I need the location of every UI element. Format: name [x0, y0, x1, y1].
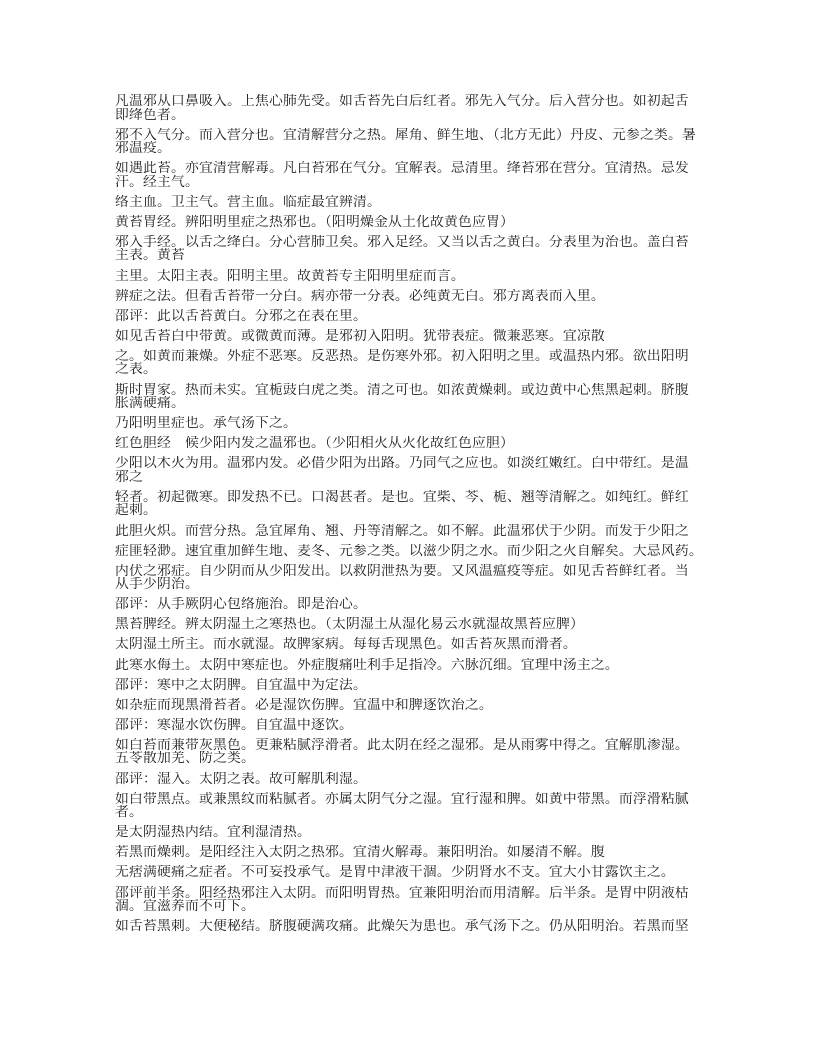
text-line: 邪温疫。 [115, 141, 171, 155]
text-paragraph [115, 490, 720, 517]
text-line: 是太阴湿热内结。宜利湿清热。 [115, 825, 311, 839]
text-paragraph [115, 436, 720, 450]
text-line: 此寒水侮土。太阴中寒症也。外症腹痛吐利手足指冷。六脉沉细。宜理中汤主之。 [115, 657, 619, 672]
text-paragraph [115, 383, 720, 410]
text-paragraph [115, 564, 720, 591]
text-line: 轻者。初起微寒。即发热不已。口渴甚者。是也。宜柴、芩、栀、翘等清解之。如纯红。鲜红 [115, 489, 689, 504]
text-paragraph [115, 309, 720, 323]
text-line: 邪不入气分。而入营分也。宜清解营分之热。犀角、鲜生地、（北方无此）丹皮、元参之类。暑 [115, 127, 696, 142]
text-line: 如遇此苔。亦宜清营解毒。凡白苔邪在气分。宜解表。忌清里。绛苔邪在营分。宜清热。忌发 [115, 161, 689, 175]
text-line: 邵评：此以舌苔黄白。分邪之在表在里。 [115, 308, 367, 323]
text-paragraph [115, 658, 720, 672]
text-paragraph [115, 544, 720, 558]
document-body [115, 94, 720, 933]
text-line: 邵评：寒中之太阴脾。自宜温中为定法。 [115, 677, 367, 692]
text-paragraph [115, 865, 720, 879]
text-paragraph [115, 738, 720, 765]
text-line: 少阳以木火为用。温邪内发。必借少阳为出路。乃同气之应也。如淡红嫩红。白中带红。是温 [115, 456, 689, 470]
text-paragraph [115, 919, 720, 933]
text-line: 邵评：从手厥阴心包络施治。即是治心。 [115, 597, 367, 611]
text-line: 如舌苔黑刺。大便秘结。脐腹硬满攻痛。此燥矢为患也。承气汤下之。仍从阳明治。若黑而坚 [115, 919, 689, 933]
text-line: 斯时胃家。热而未实。宜栀豉白虎之类。清之可也。如浓黄燥刺。或边黄中心焦黑起刺。脐腹 [115, 382, 689, 397]
text-paragraph [115, 235, 720, 262]
text-line: 邵评：寒湿水饮伤脾。自宜温中逐饮。 [115, 717, 353, 732]
text-paragraph [115, 617, 720, 631]
text-line: 症匪轻渺。速宜重加鲜生地、麦冬、元参之类。以滋少阴之水。而少阳之火自解矣。大忌风药。 [115, 543, 703, 558]
text-paragraph [115, 161, 720, 188]
text-line: 邵评：湿入。太阴之表。故可解肌利湿。 [115, 771, 367, 786]
text-line: 太阴湿土所主。而水就湿。故脾家病。每每舌现黑色。如舌苔灰黑而滑者。 [115, 637, 577, 651]
text-line: 即绛色者。 [115, 107, 185, 121]
text-line: 若黑而燥刺。是阳经注入太阴之热邪。宜清火解毒。兼阳明治。如屡清不解。腹 [115, 845, 605, 859]
text-line: 乃阳明里症也。承气汤下之。 [115, 416, 297, 430]
text-line: 辨症之法。但看舌苔带一分白。病亦带一分表。必纯黄无白。邪方离表而入里。 [115, 288, 605, 303]
text-paragraph [115, 845, 720, 859]
text-line: 主表。黄苔 [115, 248, 185, 262]
text-paragraph [115, 215, 720, 229]
text-line: 胀满硬痛。 [115, 396, 185, 410]
text-line: 从手少阴治。 [115, 577, 199, 591]
text-paragraph [115, 886, 720, 913]
text-line: 邪入手经。以舌之绛白。分心营肺卫矣。邪入足经。又当以舌之黄白。分表里为治也。盖白苔 [115, 234, 689, 249]
text-line: 之。如黄而兼燥。外症不恶寒。反恶热。是伤寒外邪。初入阳明之里。或温热内邪。欲出阳明 [115, 348, 689, 363]
text-paragraph [115, 289, 720, 303]
text-paragraph [115, 772, 720, 786]
text-line: 无痞满硬痛之症者。不可妄投承气。是胃中津液干涸。少阴肾水不支。宜大小甘露饮主之。 [115, 865, 675, 879]
text-line: 邪之 [115, 469, 143, 484]
text-paragraph [115, 597, 720, 611]
text-paragraph [115, 792, 720, 819]
text-line: 之表。 [115, 362, 157, 376]
text-paragraph [115, 329, 720, 343]
text-line: 凡温邪从口鼻吸入。上焦心肺先受。如舌苔先白后红者。邪先入气分。后入营分也。如初起舌 [115, 94, 689, 108]
text-paragraph [115, 825, 720, 839]
text-paragraph [115, 524, 720, 538]
text-line: 起刺。 [115, 503, 157, 517]
text-line: 黄苔胃经。辨阳明里症之热邪也。（阳明燥金从土化故黄色应胃） [115, 214, 515, 229]
text-line: 邵评前半条。阳经热邪注入太阴。而阳明胃热。宜兼阳明治而用清解。后半条。是胃中阴液枯 [115, 885, 689, 899]
text-line: 如白带黑点。或兼黑纹而粘腻者。亦属太阴气分之湿。宜行湿和脾。如黄中带黑。而浮滑粘腻 [115, 791, 689, 806]
text-line: 此胆火炽。而营分热。急宜犀角、翘、丹等清解之。如不解。此温邪伏于少阴。而发于少阳之 [115, 523, 689, 537]
text-line: 如杂症而现黑滑苔者。必是湿饮伤脾。宜温中和脾逐饮治之。 [115, 697, 493, 712]
text-line: 如白苔而兼带灰黑色。更兼粘腻浮滑者。此太阴在经之湿邪。是从雨雾中得之。宜解肌渗湿。 [115, 737, 689, 752]
text-paragraph [115, 416, 720, 430]
text-line: 主里。太阳主表。阳明主里。故黄苔专主阳明里症而言。 [115, 268, 465, 283]
text-paragraph [115, 94, 720, 121]
text-line: 五苓散加羌、防之类。 [115, 751, 255, 765]
text-line: 红色胆经 候少阳内发之温邪也。（少阳相火从火化故红色应胆） [115, 436, 515, 450]
text-line: 汗。经主气。 [115, 174, 199, 189]
text-paragraph [115, 269, 720, 283]
text-paragraph [115, 128, 720, 155]
text-paragraph [115, 678, 720, 692]
text-paragraph [115, 195, 720, 209]
text-paragraph [115, 718, 720, 732]
text-paragraph [115, 456, 720, 483]
text-line: 络主血。卫主气。营主血。临症最宜辨清。 [115, 194, 381, 209]
text-paragraph [115, 698, 720, 712]
text-paragraph [115, 637, 720, 651]
text-line: 黑苔脾经。辨太阴湿土之寒热也。（太阴湿土从湿化易云水就湿故黑苔应脾） [115, 617, 584, 631]
text-line: 如见舌苔白中带黄。或微黄而薄。是邪初入阳明。犹带表症。微兼恶寒。宜凉散 [115, 328, 605, 343]
text-line: 内伏之邪症。自少阴而从少阳发出。以救阴泄热为要。又风温瘟疫等症。如见舌苔鲜红者。当 [115, 563, 689, 578]
text-line: 涸。宜滋养而不可下。 [115, 899, 255, 913]
text-line: 者。 [115, 805, 143, 819]
text-paragraph [115, 349, 720, 376]
